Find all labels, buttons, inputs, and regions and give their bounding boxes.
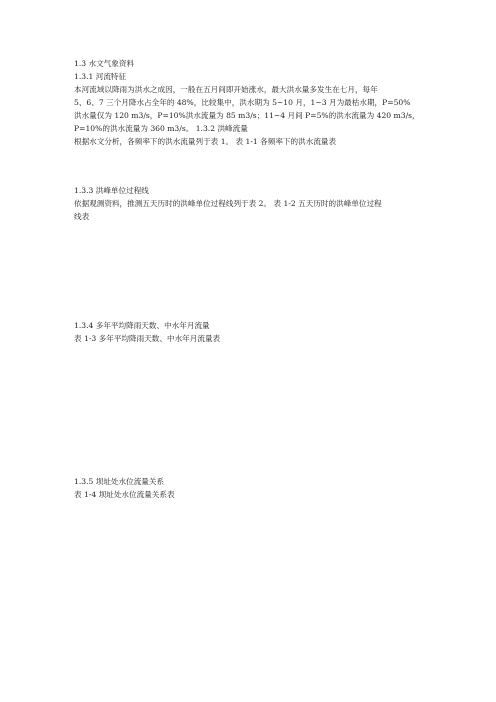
section-heading-1-3-1: 1.3.1 河流特征 [74,72,127,81]
paragraph-line-2: 5、6、7 三个月降水占全年的 48%，比较集中，洪水期为 5~10 月，1~3 月为最枯水期，P=50% [74,98,411,107]
section-heading-1-3: 1.3 水文气象资料 [74,59,135,68]
paragraph-line-3: 洪水量仅为 120 m3/s，P=10%洪水流量为 85 m3/s；11~4 月间 P=5%的洪水流量为 420 m3/s， [74,111,420,120]
section-heading-1-3-5: 1.3.5 坝址处水位流量关系 [74,477,165,486]
table-1-4-caption: 表 1-4 坝址处水位流量关系表 [74,490,175,499]
section-heading-1-3-3: 1.3.3 洪峰单位过程线 [74,186,149,195]
paragraph-line-1: 本河流域以降雨为洪水之成因，一般在五月间即开始涨水，最大洪水量多发生在七月，每年 [74,85,378,94]
table-1-1-caption: 根据水文分析，各频率下的洪水流量列于表 1。 表 1-1 各频率下的洪水流量表 [74,137,337,146]
paragraph-line-4: P=10%的洪水流量为 360 m3/s。 1.3.2 洪峰流量 [74,124,248,133]
paragraph-line-6: 线表 [74,212,90,221]
table-1-3-caption: 表 1-3 多年平均降雨天数、中水年月流量表 [74,334,221,343]
section-heading-1-3-4: 1.3.4 多年平均降雨天数、中水年月流量 [74,321,210,330]
paragraph-line-5: 依据观测资料，推测五天历时的洪峰单位过程线列于表 2。 表 1-2 五天历时的洪峰单位过程 [74,199,382,208]
